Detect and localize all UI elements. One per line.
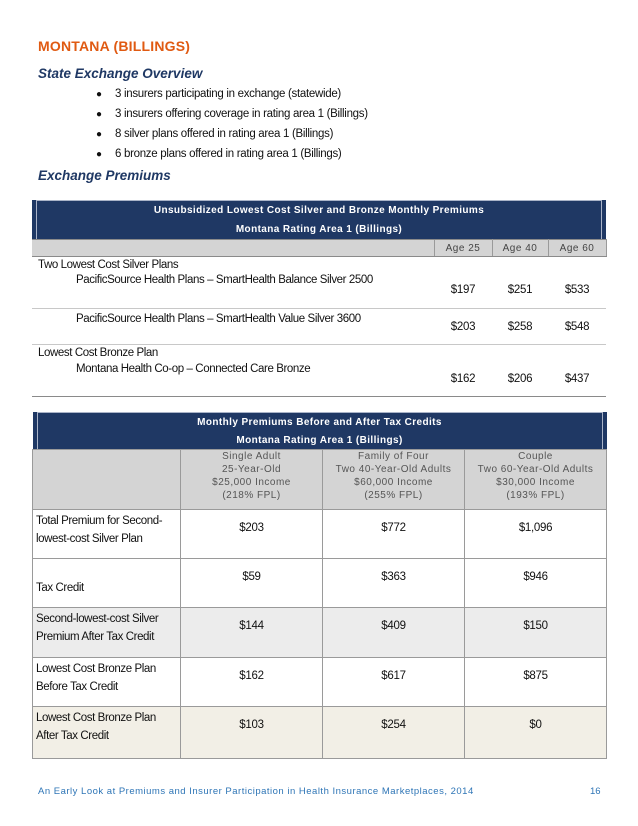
bullet-icon: ●	[96, 88, 102, 100]
value-couple: $0	[465, 707, 607, 759]
table-row	[32, 362, 606, 397]
value-single-adult: $162	[181, 658, 323, 707]
overview-bullet-list	[96, 84, 368, 164]
footer-text: An Early Look at Premiums and Insurer Participation in Health Insurance Marketplaces, 2014	[38, 786, 474, 797]
table-row	[33, 658, 607, 707]
unsubsidized-premiums-table	[32, 200, 607, 397]
table1-header-blank	[32, 240, 434, 257]
list-item: ● 6 bronze plans offered in rating area 1 (Billings)	[96, 148, 342, 160]
plan-name: PacificSource Health Plans – SmartHealth Value Silver 3600	[76, 313, 361, 325]
premium-age-25: $197	[450, 284, 476, 297]
premiums-heading: Exchange Premiums	[38, 168, 171, 183]
row-label-total-premium: Total Premium for Second- lowest-cost Silver Plan	[33, 510, 181, 559]
table-row	[33, 608, 607, 658]
value-single-adult: $103	[181, 707, 323, 759]
value-single-adult: $59	[181, 559, 323, 608]
value-family-of-four: $409	[323, 608, 465, 658]
row-label-silver-after-credit: Second-lowest-cost Silver Premium After Tax Credit	[33, 608, 181, 658]
column-header-family-of-four: Family of Four Two 40-Year-Old Adults $60,000 Income (255% FPL)	[323, 450, 465, 510]
table2-title: Monthly Premiums Before and After Tax Credits	[37, 412, 603, 432]
plan-name: Montana Health Co-op – Connected Care Bronze	[76, 362, 311, 375]
value-family-of-four: $254	[323, 707, 465, 759]
bullet-icon: ●	[96, 128, 102, 140]
premium-age-60: $533	[564, 284, 590, 297]
premium-age-60: $437	[564, 372, 590, 385]
value-family-of-four: $772	[323, 510, 465, 559]
row-label-bronze-after-credit: Lowest Cost Bronze Plan After Tax Credit	[33, 707, 181, 759]
table2-subtitle: Montana Rating Area 1 (Billings)	[37, 432, 603, 449]
value-couple: $946	[465, 559, 607, 608]
table-row	[32, 273, 606, 309]
premium-age-40: $251	[507, 284, 533, 297]
premium-age-40: $258	[507, 320, 533, 333]
table1-subtitle: Montana Rating Area 1 (Billings)	[36, 221, 602, 239]
row-label-tax-credit: Tax Credit	[33, 559, 181, 608]
column-header-age-40: Age 40	[492, 240, 548, 257]
list-item: ● 3 insurers offering coverage in rating area 1 (Billings)	[96, 108, 368, 120]
overview-heading: State Exchange Overview	[38, 66, 203, 81]
bronze-group-label: Lowest Cost Bronze Plan	[38, 347, 158, 360]
column-header-age-60: Age 60	[548, 240, 606, 257]
premium-age-60: $548	[564, 320, 590, 333]
column-header-couple: Couple Two 60-Year-Old Adults $30,000 Income (193% FPL)	[465, 450, 607, 510]
table-row	[33, 510, 607, 559]
value-family-of-four: $617	[323, 658, 465, 707]
premium-age-25: $162	[450, 372, 476, 385]
column-header-single-adult: Single Adult 25-Year-Old $25,000 Income (218% FPL)	[181, 450, 323, 510]
table2-header-blank	[33, 450, 181, 510]
row-label-bronze-before-credit: Lowest Cost Bronze Plan Before Tax Credit	[33, 658, 181, 707]
page-number: 16	[590, 786, 601, 797]
state-title: MONTANA (BILLINGS)	[38, 38, 191, 54]
column-header-age-25: Age 25	[434, 240, 492, 257]
table-row	[32, 309, 606, 345]
tax-credit-premiums-table	[32, 412, 607, 759]
silver-group-label: Two Lowest Cost Silver Plans	[38, 258, 179, 271]
bullet-icon: ●	[96, 148, 102, 160]
value-couple: $875	[465, 658, 607, 707]
value-couple: $1,096	[465, 510, 607, 559]
value-single-adult: $144	[181, 608, 323, 658]
premium-age-40: $206	[507, 372, 533, 385]
plan-name: PacificSource Health Plans – SmartHealth Balance Silver 2500	[76, 273, 373, 286]
list-item: ● 8 silver plans offered in rating area 1 (Billings)	[96, 128, 334, 140]
bullet-icon: ●	[96, 108, 102, 120]
value-family-of-four: $363	[323, 559, 465, 608]
table1-title: Unsubsidized Lowest Cost Silver and Bronze Monthly Premiums	[36, 200, 602, 221]
premium-age-25: $203	[450, 320, 476, 333]
value-single-adult: $203	[181, 510, 323, 559]
list-item: ● 3 insurers participating in exchange (statewide)	[96, 88, 341, 100]
value-couple: $150	[465, 608, 607, 658]
table-row	[33, 707, 607, 759]
table-row	[33, 559, 607, 608]
